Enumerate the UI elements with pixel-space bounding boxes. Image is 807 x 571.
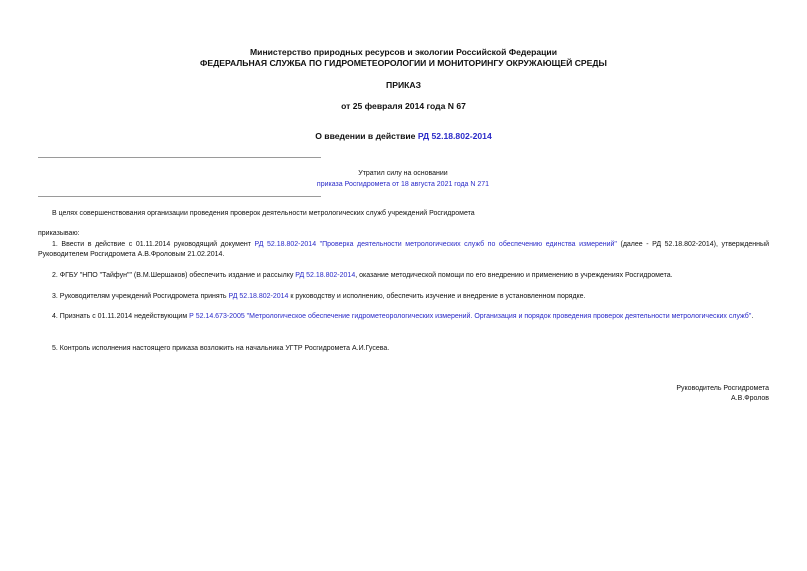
- item-2: [52, 271, 772, 281]
- r-link-item-4[interactable]: Р 52.14.673-2005 "Метрологическое обеспечение гидрометеорологических измерений. Организация и порядок проведения проверок деятельности метрологических служб": [189, 313, 752, 320]
- divider-top: [38, 157, 321, 158]
- item-2-text: 2. ФГБУ "НПО "Тайфун"" (В.М.Шершаков) обеспечить издание и рассылку: [52, 272, 296, 279]
- item-3-text: 3. Руководителям учреждений Росгидромета принять: [52, 293, 229, 300]
- item-3-tail: к руководству и исполнению, обеспечить изучение и внедрение в установленном порядке.: [288, 293, 586, 300]
- status-note: Утратил силу на основании: [358, 170, 448, 177]
- item-2-tail: , оказание методической помощи по его внедрению и применению в учреждениях Росгидромета.: [355, 272, 673, 279]
- item-5: 5. Контроль исполнения настоящего приказа возложить на начальника УГТР Росгидромета А.И.Гусева.: [52, 345, 390, 352]
- signature-name: А.В.Фролов: [731, 395, 769, 402]
- item-4: [38, 312, 769, 322]
- item-3: [52, 292, 772, 302]
- service-name: ФЕДЕРАЛЬНАЯ СЛУЖБА ПО ГИДРОМЕТЕОРОЛОГИИ И МОНИТОРИНГУ ОКРУЖАЮЩЕЙ СРЕДЫ: [200, 58, 607, 68]
- item-1-tail: (далее - РД 52.18.802-2014), утвержденный Руководителем Росгидромета А.В.Фроловым 21.02.2014.: [38, 241, 769, 258]
- signature-position: Руководитель Росгидромета: [676, 385, 769, 392]
- rd-link-item-3[interactable]: РД 52.18.802-2014: [228, 293, 289, 300]
- item-4-tail: .: [751, 313, 754, 320]
- item-1-text: 1. Ввести в действие с 01.11.2014 руководящий документ: [52, 241, 255, 248]
- document-title: [0, 131, 807, 141]
- status-link-line: [230, 180, 576, 190]
- title-link[interactable]: РД 52.18.802-2014: [417, 131, 492, 141]
- order-word: приказываю:: [38, 230, 80, 237]
- rd-link-item-2[interactable]: РД 52.18.802-2014: [295, 272, 356, 279]
- intro-paragraph: В целях совершенствования организации проведения проверок деятельности метрологических служб учреждений Росгидромета: [52, 210, 475, 217]
- divider-bottom: [38, 196, 321, 197]
- date-number: от 25 февраля 2014 года N 67: [341, 101, 466, 111]
- rd-link-item-1[interactable]: РД 52.18.802-2014 "Проверка деятельности метрологических служб по обеспечению единства измерений": [254, 241, 617, 248]
- repeal-order-link[interactable]: приказа Росгидромета от 18 августа 2021 года N 271: [316, 181, 490, 188]
- document-type: ПРИКАЗ: [386, 80, 421, 90]
- item-4-text: 4. Признать с 01.11.2014 недействующим: [52, 313, 190, 320]
- ministry-name: Министерство природных ресурсов и экологии Российской Федерации: [250, 47, 557, 57]
- title-prefix: О введении в действие: [315, 131, 418, 141]
- item-1: [38, 240, 769, 259]
